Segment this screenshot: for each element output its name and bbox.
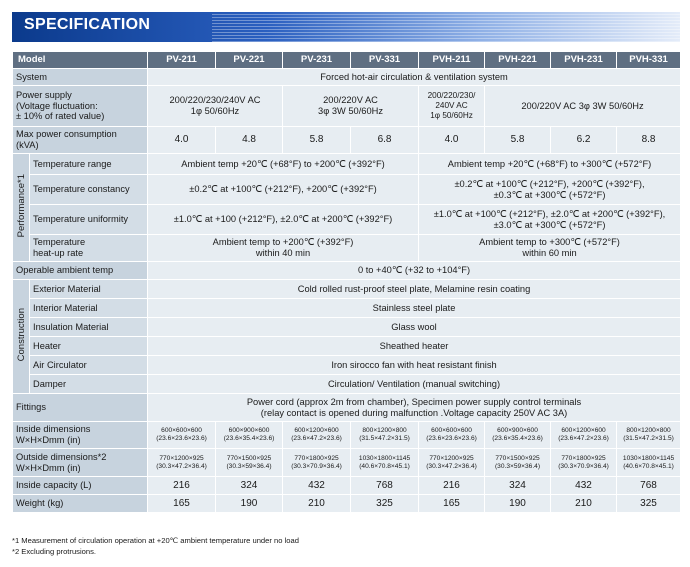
header-row xyxy=(13,52,681,69)
value-weight: 210 xyxy=(283,495,351,513)
row-temp-uniformity xyxy=(13,205,681,235)
label-temp-uniformity: Temperature uniformity xyxy=(30,205,148,235)
label-temp-constancy: Temperature constancy xyxy=(30,175,148,205)
label-insulation-material: Insulation Material xyxy=(30,318,148,337)
value-temp-range-pvh: Ambient temp +20℃ (+68°F) to +300℃ (+572°F) xyxy=(419,154,681,175)
label-line: Inside dimensions xyxy=(16,424,91,435)
value-max-power: 4.8 xyxy=(216,127,283,154)
value-interior-material: Stainless steel plate xyxy=(148,299,681,318)
label-line: W×H×Dmm (in) xyxy=(16,435,81,445)
value-exterior-material: Cold rolled rust-proof steel plate, Melamine resin coating xyxy=(148,280,681,299)
value-inside-dimensions xyxy=(283,422,351,449)
column-header-pvh-211: PVH-211 xyxy=(419,52,485,69)
value-weight: 325 xyxy=(617,495,681,513)
value-inside-capacity: 432 xyxy=(283,477,351,495)
value-damper: Circulation/ Ventilation (manual switching) xyxy=(148,375,681,394)
dim-mm: 600×900×600 xyxy=(497,427,538,435)
label-line: (Voltage fluctuation: xyxy=(16,100,98,111)
label-line: ± 10% of rated value) xyxy=(16,111,105,122)
label-inside-capacity: Inside capacity (L) xyxy=(13,477,148,495)
dim-in: (23.6×35.4×23.6) xyxy=(492,435,543,442)
label-damper: Damper xyxy=(30,375,148,394)
dim-mm: 1030×1800×1145 xyxy=(358,454,411,462)
value-line: ±3.0℃ at +300℃ (+572°F) xyxy=(493,219,606,230)
value-inside-dimensions xyxy=(351,422,419,449)
value-line: 3φ 3W 50/60Hz xyxy=(318,106,383,116)
dim-in: (40.6×70.8×45.1) xyxy=(623,462,674,470)
value-line: Power cord (approx 2m from chamber), Specimen power supply control terminals xyxy=(246,396,582,407)
row-inside-capacity xyxy=(13,477,681,495)
value-power-pvh-211 xyxy=(419,86,485,127)
construction-group-label xyxy=(13,280,30,394)
value-max-power: 4.0 xyxy=(419,127,485,154)
dim-in: (30.3×70.9×36.4) xyxy=(558,462,609,470)
dim-mm: 600×600×600 xyxy=(431,427,472,435)
dim-mm: 770×1500×925 xyxy=(495,454,540,462)
dim-in: (23.6×35.4×23.6) xyxy=(223,435,275,442)
row-air-circulator xyxy=(13,356,681,375)
value-power-pv-211-221 xyxy=(148,86,283,127)
dim-mm: 770×1500×925 xyxy=(226,454,272,462)
dim-in: (30.3×59×36.4) xyxy=(494,462,541,470)
value-inside-capacity: 324 xyxy=(485,477,551,495)
value-outside-dimensions xyxy=(485,449,551,477)
column-header-pvh-231: PVH-231 xyxy=(551,52,617,69)
row-inside-dimensions xyxy=(13,422,681,449)
row-outside-dimensions xyxy=(13,449,681,477)
column-header-pvh-331: PVH-331 xyxy=(617,52,681,69)
dim-mm: 770×1200×925 xyxy=(429,454,474,462)
column-header-pv-221: PV-221 xyxy=(216,52,283,69)
value-inside-capacity: 216 xyxy=(148,477,216,495)
dim-mm: 600×900×600 xyxy=(228,427,270,435)
row-max-power xyxy=(13,127,681,154)
value-inside-dimensions xyxy=(419,422,485,449)
label-line: heat-up rate xyxy=(33,248,84,258)
label-line: (kVA) xyxy=(16,140,39,150)
dim-in: (23.6×23.6×23.6) xyxy=(426,435,477,442)
value-line: ±1.0℃ at +100℃ (+212°F), ±2.0℃ at +200℃ (+392°F), xyxy=(433,208,666,219)
value-max-power: 8.8 xyxy=(617,127,681,154)
value-line: (relay contact is opened during malfunction .Voltage capacity 250V AC 3A) xyxy=(260,407,568,418)
value-inside-dimensions xyxy=(148,422,216,449)
value-inside-capacity: 768 xyxy=(351,477,419,495)
column-header-pv-331: PV-331 xyxy=(351,52,419,69)
value-outside-dimensions xyxy=(551,449,617,477)
row-temp-constancy xyxy=(13,175,681,205)
value-temp-constancy-pv: ±0.2℃ at +100℃ (+212°F), +200℃ (+392°F) xyxy=(148,175,419,205)
label-heater: Heater xyxy=(30,337,148,356)
specification-table xyxy=(12,51,681,513)
value-temp-range-pv: Ambient temp +20℃ (+68°F) to +200℃ (+392°F) xyxy=(148,154,419,175)
value-heatup-pvh xyxy=(419,235,681,262)
dim-mm: 770×1200×925 xyxy=(159,454,204,462)
row-power-supply xyxy=(13,86,681,127)
label-outside-dimensions xyxy=(13,449,148,477)
value-outside-dimensions xyxy=(617,449,681,477)
value-inside-capacity: 324 xyxy=(216,477,283,495)
label-line: W×H×Dmm (in) xyxy=(16,462,81,473)
banner-stripes xyxy=(212,12,680,42)
dim-mm: 600×600×600 xyxy=(161,427,202,435)
label-power-supply xyxy=(13,86,148,127)
row-exterior-material xyxy=(13,280,681,299)
row-system xyxy=(13,69,681,86)
label-weight: Weight (kg) xyxy=(13,495,148,513)
dim-in: (31.5×47.2×31.5) xyxy=(623,435,674,442)
row-temp-range xyxy=(13,154,681,175)
label-system: System xyxy=(13,69,148,86)
label-line: Max power consumption xyxy=(16,129,117,140)
section-title: SPECIFICATION xyxy=(24,16,151,33)
value-inside-dimensions xyxy=(485,422,551,449)
row-fittings xyxy=(13,394,681,422)
value-line: Ambient temp to +300℃ (+572°F) xyxy=(479,237,620,248)
value-line: within 60 min xyxy=(522,248,577,258)
value-temp-uniformity-pvh xyxy=(419,205,681,235)
value-inside-dimensions xyxy=(551,422,617,449)
row-interior-material xyxy=(13,299,681,318)
row-heatup-rate xyxy=(13,235,681,262)
label-fittings: Fittings xyxy=(13,394,148,422)
row-operable-ambient xyxy=(13,262,681,280)
label-temp-range: Temperature range xyxy=(30,154,148,175)
dim-in: (30.3×59×36.4) xyxy=(226,462,272,470)
label-operable-ambient: Operable ambient temp xyxy=(13,262,148,280)
value-temp-uniformity-pv: ±1.0℃ at +100 (+212°F), ±2.0℃ at +200℃ (+392°F) xyxy=(148,205,419,235)
section-header-banner xyxy=(12,12,680,42)
value-weight: 325 xyxy=(351,495,419,513)
column-header-model: Model xyxy=(13,52,148,69)
value-air-circulator: Iron sirocco fan with heat resistant finish xyxy=(148,356,681,375)
value-outside-dimensions xyxy=(148,449,216,477)
value-power-pvh-221-331: 200/220V AC 3φ 3W 50/60Hz xyxy=(485,86,681,127)
value-operable-ambient: 0 to +40℃ (+32 to +104°F) xyxy=(148,262,681,280)
value-outside-dimensions xyxy=(419,449,485,477)
label-line: Temperature xyxy=(33,237,86,248)
value-temp-constancy-pvh xyxy=(419,175,681,205)
footnotes xyxy=(12,535,299,557)
value-max-power: 5.8 xyxy=(485,127,551,154)
dim-in: (30.3×70.9×36.4) xyxy=(291,462,342,470)
value-line: within 40 min xyxy=(255,248,311,258)
value-power-pv-231-331 xyxy=(283,86,419,127)
value-weight: 210 xyxy=(551,495,617,513)
dim-mm: 800×1200×800 xyxy=(626,427,671,435)
value-outside-dimensions xyxy=(283,449,351,477)
label-air-circulator: Air Circulator xyxy=(30,356,148,375)
dim-in: (23.6×23.6×23.6) xyxy=(156,435,207,442)
value-weight: 190 xyxy=(216,495,283,513)
column-header-pvh-221: PVH-221 xyxy=(485,52,551,69)
performance-group-label xyxy=(13,154,30,262)
value-weight: 165 xyxy=(419,495,485,513)
dim-in: (30.3×47.2×36.4) xyxy=(426,462,477,470)
dim-in: (31.5×47.2×31.5) xyxy=(359,435,410,442)
value-max-power: 5.8 xyxy=(283,127,351,154)
construction-label-text: Construction xyxy=(16,308,27,362)
label-heatup-rate xyxy=(30,235,148,262)
value-outside-dimensions xyxy=(351,449,419,477)
row-damper xyxy=(13,375,681,394)
label-exterior-material: Exterior Material xyxy=(30,280,148,299)
value-line: ±0.3℃ at +300℃ (+572°F) xyxy=(493,189,606,200)
value-inside-capacity: 216 xyxy=(419,477,485,495)
value-heater: Sheathed heater xyxy=(148,337,681,356)
dim-mm: 770×1800×925 xyxy=(561,454,606,462)
value-line: Ambient temp to +200℃ (+392°F) xyxy=(212,237,354,248)
row-weight xyxy=(13,495,681,513)
value-weight: 190 xyxy=(485,495,551,513)
value-line: 200/220/230/240V AC xyxy=(169,95,261,106)
dim-mm: 770×1800×925 xyxy=(294,454,339,462)
dim-in: (40.6×70.8×45.1) xyxy=(359,462,410,470)
label-interior-material: Interior Material xyxy=(30,299,148,318)
dim-in: (30.3×47.2×36.4) xyxy=(156,462,207,470)
column-header-pv-211: PV-211 xyxy=(148,52,216,69)
value-line: 240V AC xyxy=(435,101,468,111)
value-inside-capacity: 432 xyxy=(551,477,617,495)
label-line: Power supply xyxy=(16,89,72,100)
label-inside-dimensions xyxy=(13,422,148,449)
dim-mm: 600×1200×600 xyxy=(294,427,339,435)
value-heatup-pv xyxy=(148,235,419,262)
dim-in: (23.6×47.2×23.6) xyxy=(291,435,342,442)
value-system: Forced hot-air circulation & ventilation system xyxy=(148,69,681,86)
column-header-pv-231: PV-231 xyxy=(283,52,351,69)
label-line: Outside dimensions*2 xyxy=(16,451,107,462)
value-weight: 165 xyxy=(148,495,216,513)
footnote-2: *2 Excluding protrusions. xyxy=(12,547,96,556)
value-max-power: 6.8 xyxy=(351,127,419,154)
row-heater xyxy=(13,337,681,356)
dim-mm: 800×1200×800 xyxy=(362,427,407,435)
value-max-power: 4.0 xyxy=(148,127,216,154)
performance-label-text: Performance*1 xyxy=(16,174,27,238)
value-line: 200/220V AC xyxy=(323,95,378,106)
value-fittings xyxy=(148,394,681,422)
value-inside-dimensions xyxy=(617,422,681,449)
dim-mm: 1030×1800×1145 xyxy=(622,454,675,462)
label-max-power xyxy=(13,127,148,154)
value-max-power: 6.2 xyxy=(551,127,617,154)
row-insulation-material xyxy=(13,318,681,337)
value-line: 1φ 50/60Hz xyxy=(430,110,473,120)
dim-in: (23.6×47.2×23.6) xyxy=(558,435,609,442)
value-line: 1φ 50/60Hz xyxy=(190,106,240,116)
value-inside-capacity: 768 xyxy=(617,477,681,495)
value-outside-dimensions xyxy=(216,449,283,477)
footnote-1: *1 Measurement of circulation operation at +20℃ ambient temperature under no load xyxy=(12,536,299,545)
value-insulation-material: Glass wool xyxy=(148,318,681,337)
value-inside-dimensions xyxy=(216,422,283,449)
value-line: ±0.2℃ at +100℃ (+212°F), +200℃ (+392°F), xyxy=(454,178,645,189)
dim-mm: 600×1200×600 xyxy=(561,427,606,435)
value-line: 200/220/230/ xyxy=(427,91,476,101)
